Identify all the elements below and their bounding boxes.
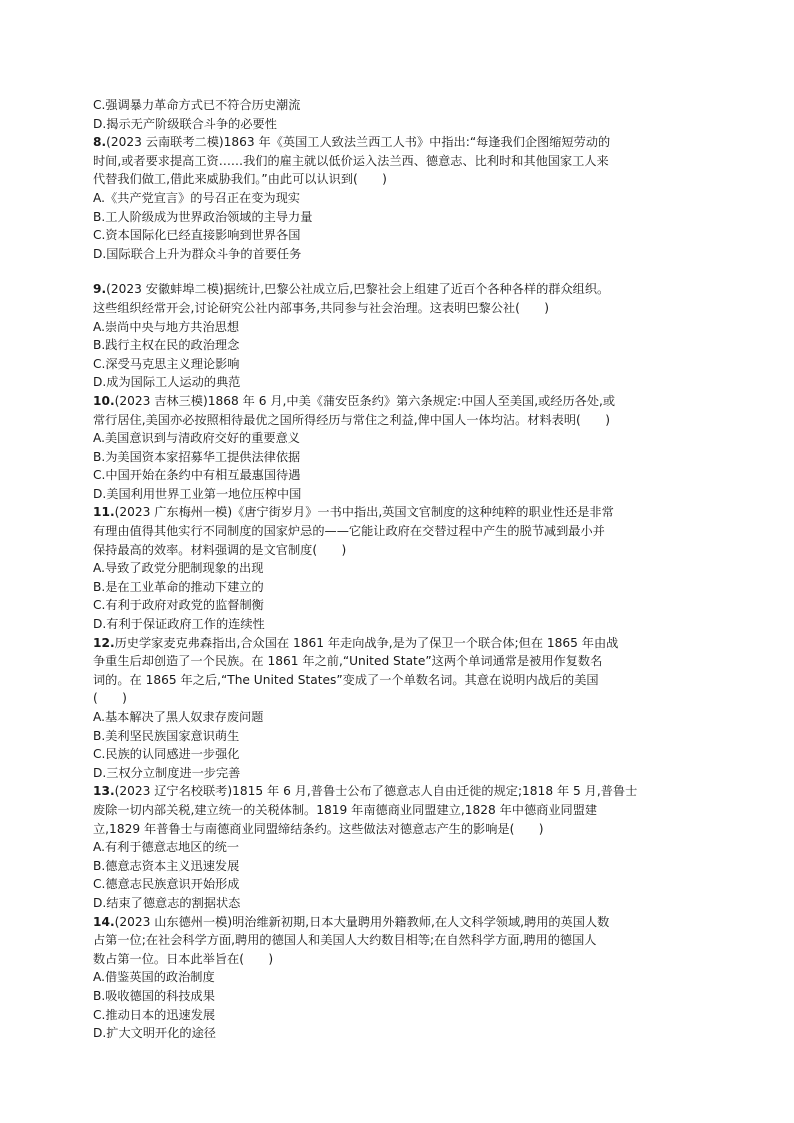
question-stem-text: 数占第一位。日本此举旨在( ): [93, 951, 274, 966]
question-stem-text: (2023 云南联考二模)1863 年《英国工人致法兰西工人书》中指出:“每逢我们企图缩短劳动的: [106, 135, 611, 150]
answer-option: C.中国开始在条约中有相互最惠国待遇: [93, 468, 301, 483]
answer-option: C.民族的认同感进一步强化: [93, 747, 240, 762]
question-number: 13.: [93, 784, 115, 799]
question-stem-line: [93, 820, 705, 839]
answer-option: B.美利坚民族国家意识萌生: [93, 728, 240, 743]
question-stem-line: [93, 671, 705, 690]
answer-option: A.导致了政党分肥制现象的出现: [93, 561, 264, 576]
answer-option: B.吸收德国的科技成果: [93, 988, 215, 1003]
answer-option: B.工人阶级成为世界政治领域的主导力量: [93, 209, 313, 224]
question-stem-text: (2023 广东梅州一模)《唐宁街岁月》一书中指出,英国文官制度的这种纯粹的职业性还是非常: [114, 505, 614, 520]
answer-option: C.德意志民族意识开始形成: [93, 877, 240, 892]
question-9: [93, 280, 705, 392]
question-stem-text: 废除一切内部关税,建立统一的关税体制。1819 年南德商业同盟建立,1828 年中德商业同盟建: [93, 802, 598, 817]
answer-option: D.有利于保证政府工作的连续性: [93, 617, 265, 632]
exam-page: [93, 96, 705, 1043]
intro-option: C.强调暴力革命方式已不符合历史潮流: [93, 98, 301, 112]
answer-option: C.深受马克思主义理论影响: [93, 356, 240, 371]
answer-option: D.扩大文明开化的途径: [93, 1026, 216, 1041]
answer-option: A.借鉴英国的政治制度: [93, 970, 215, 985]
question-stem-line: [93, 133, 705, 152]
answer-option: C.有利于政府对政党的监督制衡: [93, 598, 264, 613]
question-8: [93, 133, 705, 263]
question-number: 9.: [93, 282, 107, 297]
question-stem-line: [93, 913, 705, 932]
answer-option: A.有利于德意志地区的统一: [93, 840, 240, 855]
question-stem-text: (2023 山东德州一模)明治维新初期,日本大量聘用外籍教师,在人文科学领域,聘用的英国人数: [114, 914, 610, 929]
answer-option: D.结束了德意志的割据状态: [93, 895, 241, 910]
answer-option: D.成为国际工人运动的典范: [93, 375, 241, 390]
question-stem-text: 历史学家麦克弗森指出,合众国在 1861 年走向战争,是为了保卫一个联合体;但在 1865 年由战: [114, 635, 619, 650]
question-number: 8.: [93, 135, 107, 150]
question-stem-line: [93, 689, 705, 708]
question-stem-text: 保持最高的效率。材料强调的是文官制度( ): [93, 542, 347, 557]
answer-option: A.基本解决了黑人奴隶存废问题: [93, 710, 264, 724]
question-stem-line: [93, 541, 705, 560]
question-stem-text: 时间,或者要求提高工资……我们的雇主就以低价运入法兰西、德意志、比利时和其他国家工人来: [93, 153, 609, 168]
question-stem-text: ( ): [93, 691, 127, 706]
question-number: 14.: [93, 914, 115, 929]
question-13: [93, 782, 705, 912]
question-stem-line: [93, 280, 705, 299]
question-stem-text: 占第一位;在社会科学方面,聘用的德国人和美国人大约数目相等;在自然科学方面,聘用的德国人: [93, 933, 597, 948]
answer-option: B.是在工业革命的推动下建立的: [93, 579, 264, 594]
question-14: [93, 913, 705, 1043]
answer-option: A.美国意识到与清政府交好的重要意义: [93, 431, 300, 446]
question-stem-line: [93, 634, 705, 653]
question-stem-text: 有理由值得其他实行不同制度的国家炉忌的——它能让政府在交替过程中产生的脱节减到最小并: [93, 524, 605, 539]
section-gap: [93, 263, 705, 280]
question-stem-text: 这些组织经常开会,讨论研究公社内部事务,共同参与社会治理。这表明巴黎公社( ): [93, 300, 550, 315]
answer-option: D.国际联合上升为群众斗争的首要任务: [93, 246, 302, 261]
answer-option: D.美国利用世界工业第一地位压榨中国: [93, 486, 302, 501]
question-stem-line: [93, 503, 705, 522]
question-stem-line: [93, 522, 705, 541]
question-stem-text: (2023 吉林三模)1868 年 6 月,中美《蒲安臣条约》第六条规定:中国人至美国,或经历各处,或: [114, 393, 616, 408]
intro-option: D.揭示无产阶级联合斗争的必要性: [93, 116, 277, 131]
question-number: 12.: [93, 635, 115, 650]
question-stem-line: [93, 801, 705, 820]
question-stem-line: [93, 931, 705, 950]
question-stem-line: [93, 950, 705, 969]
answer-option: D.三权分立制度进一步完善: [93, 765, 241, 780]
question-list: [93, 133, 705, 1043]
question-11: [93, 503, 705, 633]
question-number: 10.: [93, 393, 115, 408]
question-stem-text: 争重生后却创造了一个民族。在 1861 年之前,“United State”这两个单词通常是被用作复数名: [93, 654, 603, 669]
question-stem-text: 立,1829 年普鲁士与南德商业同盟缔结条约。这些做法对德意志产生的影响是( ): [93, 821, 544, 836]
question-stem-text: (2023 安徽蚌埠二模)据统计,巴黎公社成立后,巴黎社会上组建了近百个各种各样的群众组织。: [106, 282, 610, 297]
question-stem-line: [93, 411, 705, 430]
answer-option: A.《共产党宣言》的号召正在变为现实: [93, 190, 300, 205]
answer-option: B.践行主权在民的政治理念: [93, 338, 240, 353]
question-stem-line: [93, 392, 705, 411]
question-stem-text: (2023 辽宁名校联考)1815 年 6 月,普鲁士公布了德意志人自由迁徙的规定;1818 年 5 月,普鲁士: [114, 784, 638, 799]
question-number: 11.: [93, 505, 115, 520]
question-10: [93, 392, 705, 504]
answer-option: C.资本国际化已经直接影响到世界各国: [93, 228, 301, 243]
answer-option: B.德意志资本主义迅速发展: [93, 858, 240, 873]
question-stem-line: [93, 170, 705, 189]
question-12: [93, 634, 705, 783]
question-stem-line: [93, 299, 705, 318]
question-stem-text: 词的。在 1865 年之后,“The United States”变成了一个单数名词。其意在说明内战后的美国: [93, 672, 599, 687]
question-stem-line: [93, 652, 705, 671]
question-stem-text: 常行居住,美国亦必按照相待最优之国所得经历与常住之利益,俾中国人一体均沾。材料表明( ): [93, 412, 610, 427]
answer-option: A.崇尚中央与地方共治思想: [93, 319, 240, 334]
question-stem-line: [93, 152, 705, 171]
answer-option: C.推动日本的迅速发展: [93, 1007, 216, 1022]
answer-option: B.为美国资本家招募华工提供法律依据: [93, 449, 301, 464]
question-stem-line: [93, 782, 705, 801]
question-stem-text: 代替我们做工,借此来威胁我们。”由此可以认识到( ): [93, 172, 387, 187]
